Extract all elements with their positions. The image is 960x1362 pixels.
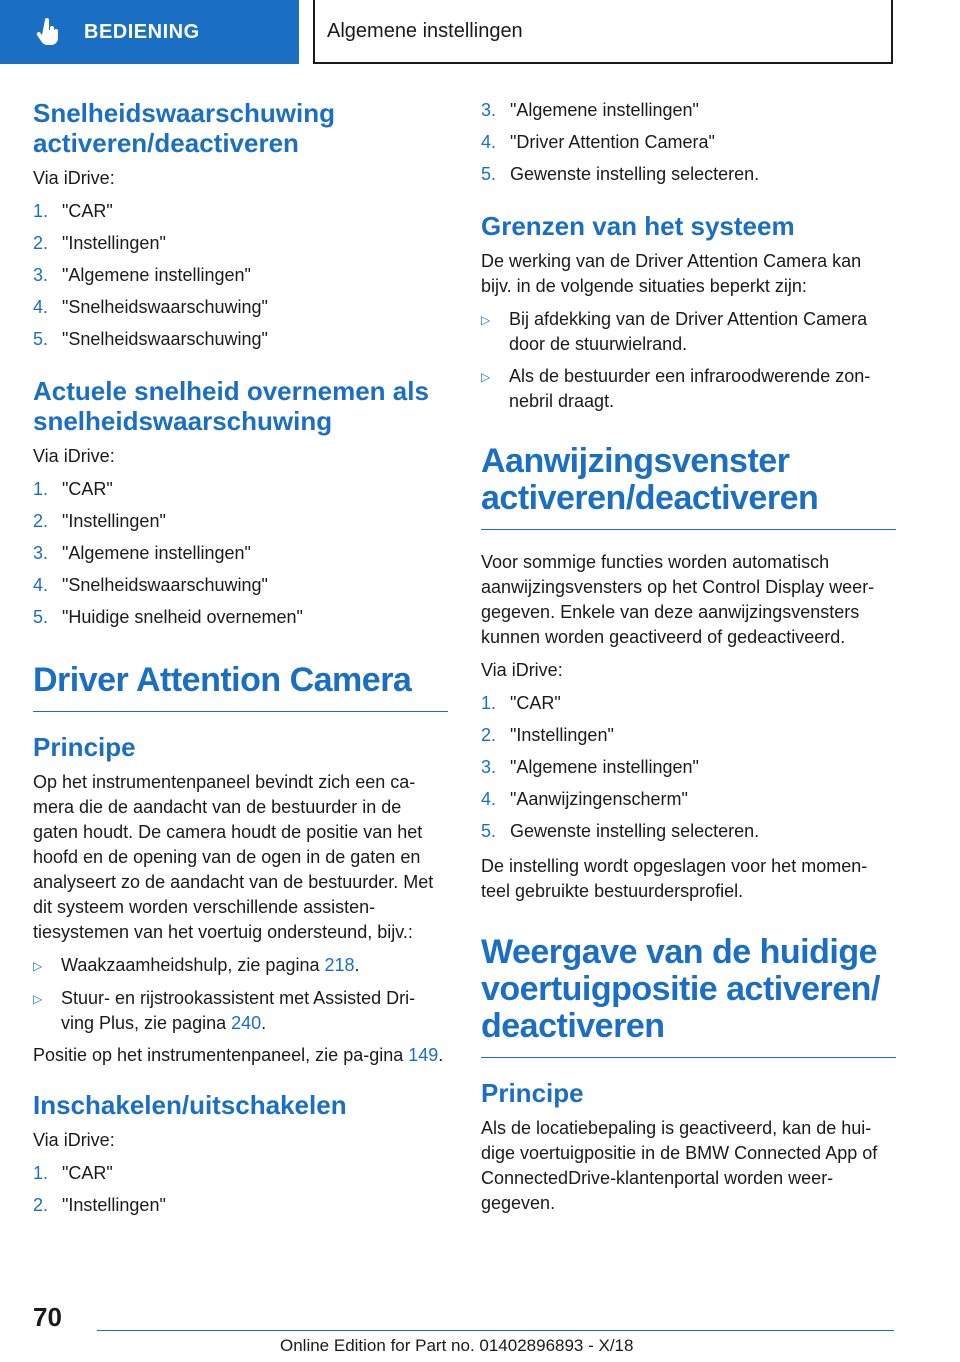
step-text: "Instellingen" [62,511,166,531]
list-item [33,1161,448,1186]
step-number: 1. [33,479,49,499]
current-speed-heading: Actuele snelheid overnemen als snelheidswaarschuwing [33,376,429,436]
list-item [33,986,448,1036]
right-column [481,98,896,1224]
onoff-steps-continued [481,98,896,187]
dac-title: Driver Attention Camera [33,661,412,699]
list-item [33,541,448,566]
step-number: 3. [481,100,497,120]
step-number: 4. [33,575,49,595]
footer-edition: Online Edition for Part no. 01402896893 - X/18 [280,1336,634,1355]
step-text: "CAR" [510,693,561,713]
dac-position-text [33,1043,448,1068]
step-number: 1. [33,1163,49,1183]
position-principle-heading: Principe [481,1078,584,1108]
list-item [33,605,448,630]
list-item [33,263,448,288]
header-section-label: Algemene instellingen [327,19,523,42]
list-item [481,691,896,716]
step-text: "Algemene instellingen" [62,265,251,285]
step-text: "Snelheidswaarschuwing" [62,575,268,595]
header-section [313,0,893,64]
hints-text: Voor sommige functies worden automatisch aanwijzingsvensters op het Control Display weer-gegeven. Enkele van deze aanwijzingsvensters kunnen worden geactiveerd of gedeactiveerd. [481,552,875,647]
list-item [33,953,448,979]
hand-pointer-icon [36,17,62,47]
list-item [33,199,448,224]
step-number: 2. [33,233,49,253]
list-item [481,364,896,414]
list-item [481,307,896,357]
list-item [481,162,896,187]
step-text: "CAR" [62,201,113,221]
position-title-block [481,934,896,1058]
page-link[interactable]: 240 [231,1013,262,1033]
list-item [33,477,448,502]
bullet-text [61,986,448,1036]
list-item [481,723,896,748]
step-number: 4. [481,132,497,152]
position-after: . [438,1045,444,1065]
step-text: "Algemene instellingen" [62,543,251,563]
header-tab-label: BEDIENING [84,20,200,43]
triangle-bullet-icon: ▷ [481,370,491,384]
step-text: Gewenste instelling selecteren. [510,164,760,184]
step-text: "Instellingen" [62,1195,166,1215]
speedwarn-via: Via iDrive: [33,168,115,188]
list-item [33,573,448,598]
step-number: 5. [33,607,49,627]
bullet-text [61,953,360,979]
step-number: 3. [481,757,497,777]
page-link[interactable]: 149 [408,1045,439,1065]
step-text: "Aanwijzingenscherm" [510,789,688,809]
list-item [481,819,896,844]
step-text: "Instellingen" [510,725,614,745]
dac-principle-text: Op het instrumentenpaneel bevindt zich een ca-mera die de aandacht van de bestuurder in de gaten houdt. De camera houdt de positie van het hoofd en de opening van de ogen in de gaten en analyseert zo de aandacht van de bestuurder. Met dit systeem worden verschillende assisten-tiesystemen van het voertuig ondersteund, bijv.: [33,772,434,942]
position-body: Positie op het instrumentenpaneel, zie pa-gina [33,1045,409,1065]
list-item [481,98,896,123]
step-number: 4. [33,297,49,317]
step-text: "Snelheidswaarschuwing" [62,297,268,317]
onoff-steps [33,1161,448,1218]
position-title: Weergave van de huidige voertuigpositie activeren/ deactiveren [481,933,880,1045]
list-item [33,295,448,320]
limits-text: De werking van de Driver Attention Camera kan bijv. in de volgende situaties beperkt zijn: [481,251,862,296]
step-text: "Huidige snelheid overnemen" [62,607,303,627]
list-item [33,509,448,534]
step-number: 1. [481,693,497,713]
left-column [33,98,448,1228]
hints-via: Via iDrive: [481,660,563,680]
hints-steps [481,691,896,844]
speedwarn-heading: Snelheidswaarschuwing activeren/deactiveren [33,98,335,158]
onoff-heading: Inschakelen/uitschakelen [33,1090,347,1120]
limits-heading: Grenzen van het systeem [481,211,795,241]
step-text: Gewenste instelling selecteren. [510,821,760,841]
step-text: "Algemene instellingen" [510,757,699,777]
step-number: 5. [33,329,49,349]
step-number: 1. [33,201,49,221]
page-number: 70 [33,1302,62,1332]
header-tab [0,0,299,64]
triangle-bullet-icon: ▷ [33,992,43,1006]
hints-title-block [481,443,896,530]
bullet-text: Als de bestuurder een infraroodwerende zon-nebril draagt. [509,366,871,411]
step-text: "Driver Attention Camera" [510,132,715,152]
hints-note: De instelling wordt opgeslagen voor het momen-teel gebruikte bestuurdersprofiel. [481,856,868,901]
step-text: "Instellingen" [62,233,166,253]
footer-rule [97,1330,894,1331]
list-item [481,787,896,812]
bullet-body: Waakzaamheidshulp, zie pagina [61,955,325,975]
step-number: 3. [33,265,49,285]
page-link[interactable]: 218 [324,955,355,975]
list-item [33,231,448,256]
triangle-bullet-icon: ▷ [33,959,43,973]
bullet-body: Stuur- en rijstrookassistent met Assisted Dri-ving Plus, zie pagina [61,988,416,1033]
step-number: 3. [33,543,49,563]
bullet-after: . [261,1013,267,1033]
step-number: 2. [33,511,49,531]
step-text: "Snelheidswaarschuwing" [62,329,268,349]
current-speed-steps [33,477,448,630]
step-number: 2. [33,1195,49,1215]
dac-title-block [33,662,448,712]
step-number: 2. [481,725,497,745]
hints-title: Aanwijzingsvenster activeren/deactiveren [481,442,819,517]
step-number: 5. [481,164,497,184]
list-item [33,1193,448,1218]
list-item [481,755,896,780]
step-text: "CAR" [62,479,113,499]
step-text: "CAR" [62,1163,113,1183]
dac-principle-heading: Principe [33,732,136,762]
bullet-after: . [354,955,360,975]
step-number: 4. [481,789,497,809]
current-speed-via: Via iDrive: [33,446,115,466]
step-text: "Algemene instellingen" [510,100,699,120]
triangle-bullet-icon: ▷ [481,313,491,327]
onoff-via: Via iDrive: [33,1130,115,1150]
position-principle-text: Als de locatiebepaling is geactiveerd, kan de hui-dige voertuigpositie in de BMW Connected App of ConnectedDrive-klantenportal worden weer-gegeven. [481,1118,878,1213]
step-number: 5. [481,821,497,841]
speedwarn-steps [33,199,448,352]
list-item [33,327,448,352]
bullet-text: Bij afdekking van de Driver Attention Camera door de stuurwielrand. [509,309,868,354]
list-item [481,130,896,155]
